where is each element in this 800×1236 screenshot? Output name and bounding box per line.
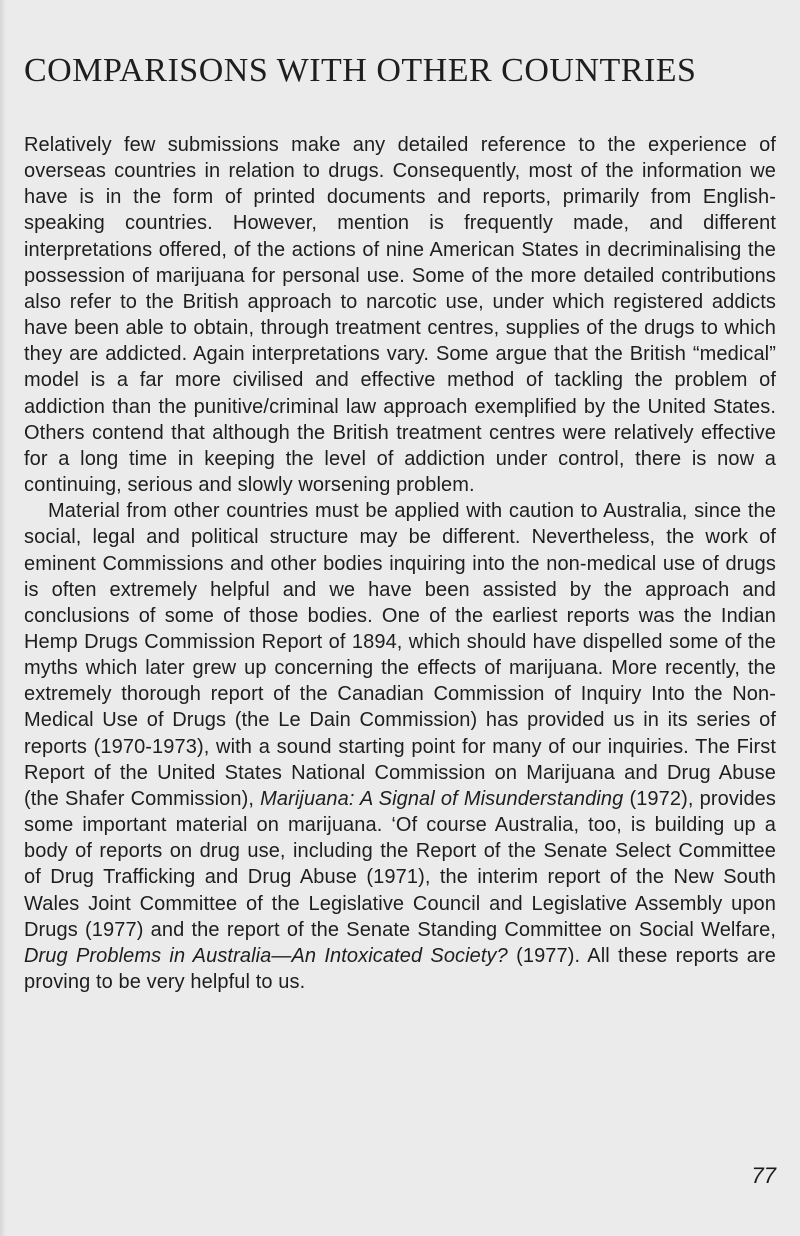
paragraph-text: (1977). All these reports are proving to be very helpful to us.: [24, 944, 776, 993]
italic-title-text: Drug Problems in Australia—An Intoxicated Society?: [24, 944, 508, 967]
body-text: [24, 132, 776, 995]
page-edge-shadow: [0, 0, 6, 1236]
paragraph-text: Relatively few submissions make any detailed reference to the experience of overseas countries in relation to drugs. Consequently, most of the information we have is in the form of printed documents and reports, primarily from English-speaking countries. However, mention is frequently made, and different interpretations offered, of the actions of nine American States in decriminalising the possession of marijuana for personal use. Some of the more detailed contributions also refer to the British approach to narcotic use, under which registered addicts have been able to obtain, through treatment centres, supplies of the drugs to which they are addicted. Again interpretations vary. Some argue that the British “medical” model is a far more civilised and effective method of tackling the problem of addiction than the punitive/criminal law approach exemplified by the United States. Others contend that although the British treatment centres were relatively effective for a long time in keeping the level of addiction under control, there is now a continuing, serious and slowly worsening problem.: [24, 134, 776, 497]
paragraph: [24, 132, 776, 498]
paragraph-text: Material from other countries must be applied with caution to Australia, since the social, legal and political structure may be different. Nevertheless, the work of eminent Commissions and other bodies inquiring into the non-medical use of drugs is often extremely helpful and we have been assisted by the approach and conclusions of some of those bodies. One of the earliest reports was the Indian Hemp Drugs Commission Report of 1894, which should have dispelled some of the myths which later grew up concerning the effects of marijuana. More recently, the extremely thorough report of the Canadian Commission of Inquiry Into the Non-Medical Use of Drugs (the Le Dain Commission) has provided us in its series of reports (1970-1973), with a sound starting point for many of our inquiries. The First Report of the United States National Commission on Marijuana and Drug Abuse (the Shafer Commission),: [24, 500, 776, 810]
paragraph-text: (1972), provides some important material on marijuana. ‘Of course Australia, too, is building up a body of reports on drug use, including the Report of the Senate Select Committee of Drug Trafficking and Drug Abuse (1971), the interim report of the New South Wales Joint Committee of the Legislative Council and Legislative Assembly upon Drugs (1977) and the report of the Senate Standing Committee on Social Welfare,: [24, 787, 777, 941]
page-number: 77: [751, 1163, 776, 1188]
chapter-heading: COMPARISONS WITH OTHER COUNTRIES: [24, 52, 697, 89]
italic-title-text: Marijuana: A Signal of Misunderstanding: [260, 787, 624, 810]
paragraph: [24, 498, 776, 995]
